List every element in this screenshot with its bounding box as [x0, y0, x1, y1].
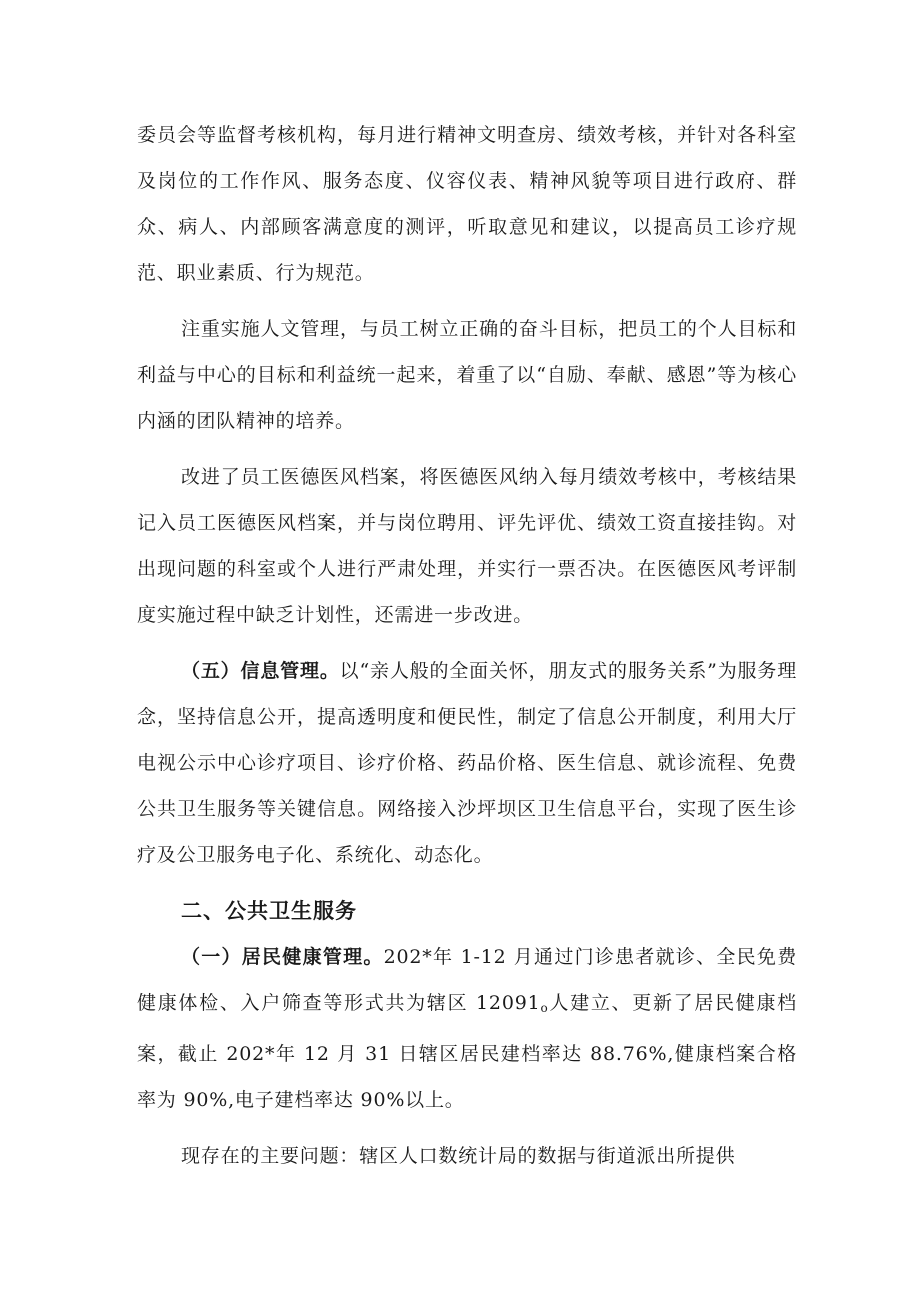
paragraph-supervision: 委员会等监督考核机构，每月进行精神文明查房、绩效考核，并针对各科室及岗位的工作作风、服务态度、仪容仪表、精神风貌等项目进行政府、群众、病人、内部顾客满意度的测评，听取意见和建议，以提高员工诊疗规范、职业素质、行为规范。 — [137, 124, 797, 284]
document-body — [137, 112, 797, 1189]
paragraph-resident-health-management — [137, 934, 797, 1123]
paragraph-existing-problems: 现存在的主要问题：辖区人口数统计局的数据与街道派出所提供 — [181, 1145, 736, 1167]
section-one-lead: （一）居民健康管理。 — [181, 946, 384, 968]
paragraph-medical-ethics-archive: 改进了员工医德医风档案，将医德医风纳入每月绩效考核中，考核结果记入员工医德医风档案，并与岗位聘用、评先评优、绩效工资直接挂钩。对出现问题的科室或个人进行严肃处理，并实行一票否决。在医德医风考评制度实施过程中缺乏计划性，还需进一步改进。 — [137, 466, 797, 626]
section-one-text-a: 202*年 1-12 月通过门诊患者就诊、全民免费健康体检、入户筛查等形式共为辖区 12091 — [137, 946, 797, 1014]
section-five-lead: （五）信息管理。 — [181, 660, 340, 682]
paragraph-information-management — [137, 648, 797, 878]
section-one-sub-mark: o — [540, 1001, 549, 1015]
section-one-text-b: 人建立、更新了居民健康档案，截止 202*年 12 月 31 日辖区居民建档率达 88.76%,健康档案合格率为 90%,电子建档率达 90%以上。 — [137, 992, 797, 1111]
section-five-text: 以“亲人般的全面关怀，朋友式的服务关系”为服务理念，坚持信息公开，提高透明度和便民性，制定了信息公开制度，利用大厅电视公示中心诊疗项目、诊疗价格、药品价格、医生信息、就诊流程、免费公共卫生服务等关键信息。网络接入沙坪坝区卫生信息平台，实现了医生诊疗及公卫服务电子化、系统化、动态化。 — [137, 660, 797, 866]
paragraph-humanistic-management: 注重实施人文管理，与员工树立正确的奋斗目标，把员工的个人目标和利益与中心的目标和利益统一起来，着重了以“自励、奉献、感恩”等为核心内涵的团队精神的培养。 — [137, 318, 797, 432]
heading-public-health-service: 二、公共卫生服务 — [181, 899, 357, 923]
